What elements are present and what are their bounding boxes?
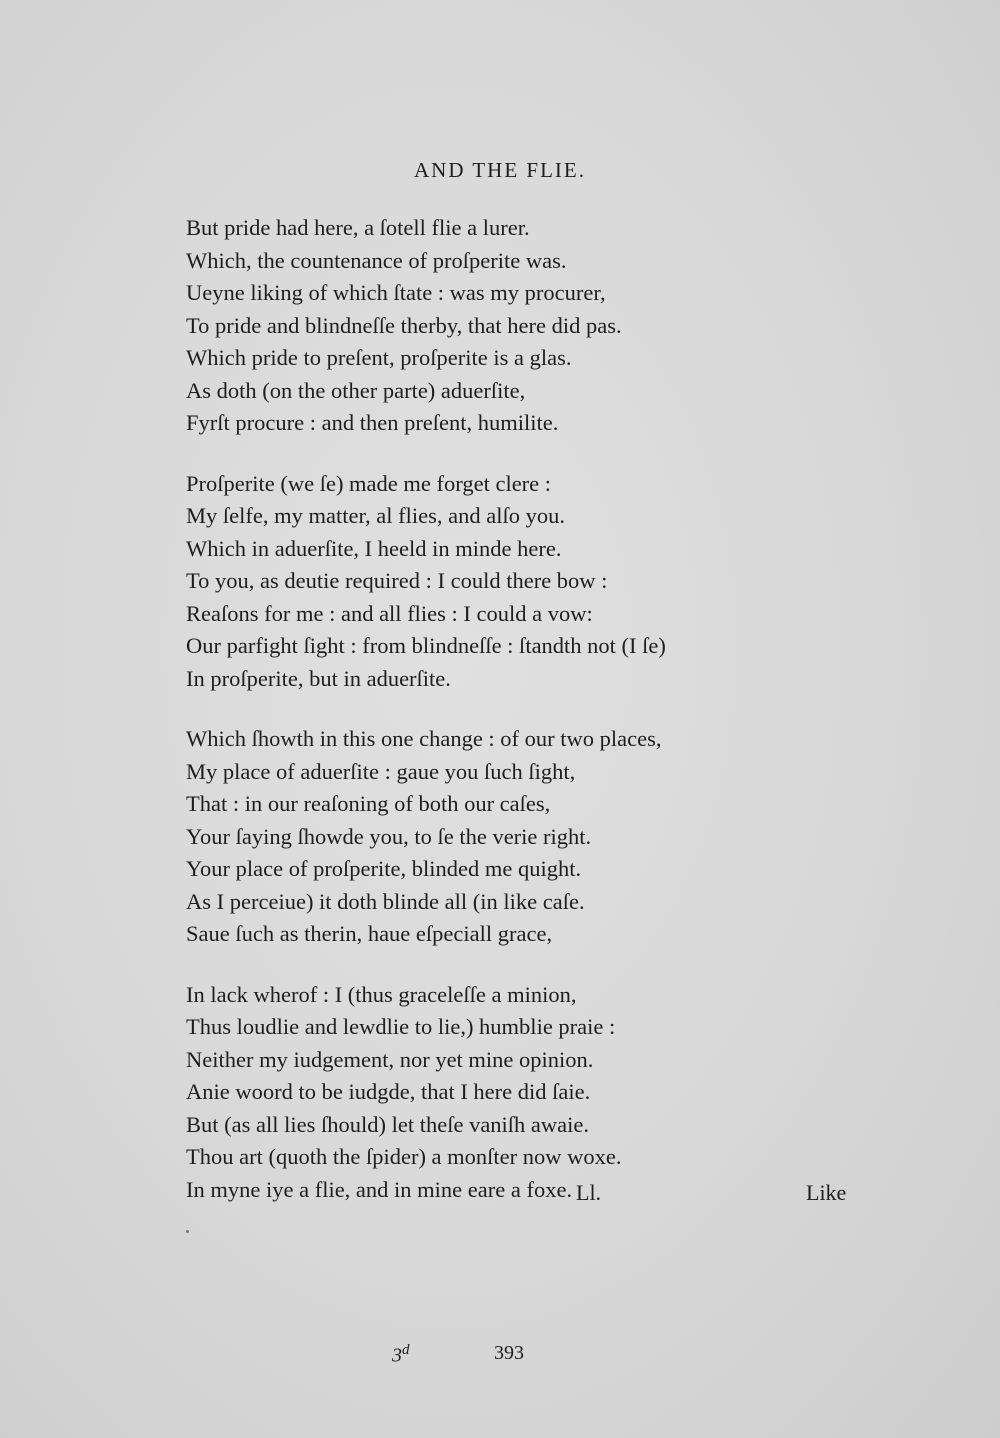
- stanza: [186, 723, 886, 951]
- verse-line: To you, as deutie required : I could there bow :: [186, 568, 608, 593]
- verse-line: But pride had here, a ſotell flie a lurer.: [186, 215, 530, 240]
- verse-line: As I perceiue) it doth blinde all (in like caſe.: [186, 888, 585, 914]
- verse-line: Fyrſt procure : and then preſent, humilite.: [186, 410, 559, 435]
- verse-line: As doth (on the other parte) aduerſite,: [186, 377, 526, 403]
- ink-speck: [186, 1230, 189, 1233]
- page-number: 393: [494, 1342, 524, 1364]
- verse-line: Saue ſuch as therin, haue eſpeciall grace,: [186, 921, 553, 946]
- verse-line: In lack wherof : I (thus graceleſſe a minion,: [186, 981, 577, 1007]
- poem-body: [186, 212, 886, 1234]
- verse-line: That : in our reaſoning of both our caſes,: [186, 791, 551, 816]
- verse-line: To pride and blindneſſe therby, that here did pas.: [186, 312, 622, 338]
- verse-line: Proſperite (we ſe) made me forget clere :: [186, 470, 552, 496]
- stanza: [186, 212, 886, 440]
- stanza: [186, 468, 886, 696]
- signature-mark: [392, 1342, 410, 1368]
- catchword: Like: [806, 1180, 847, 1205]
- verse-line: My place of aduerſite : gaue you ſuch ſight,: [186, 758, 576, 784]
- verse-line: Which, the countenance of proſperite was.: [186, 247, 567, 273]
- verse-line: In myne iye a flie, and in mine eare a foxe.: [186, 1176, 573, 1202]
- signature-number: 3: [392, 1344, 402, 1367]
- verse-line: But (as all lies ſhould) let theſe vaniſh awaie.: [186, 1111, 590, 1137]
- verse-line: Our parfight ſight : from blindneſſe : ſtandth not (I ſe): [186, 633, 666, 658]
- verse-line: Your place of proſperite, blinded me quight.: [186, 856, 582, 881]
- signature-letter: d: [402, 1342, 410, 1358]
- stanza: [186, 979, 886, 1207]
- verse-line: Reaſons for me : and all flies : I could a vow:: [186, 600, 593, 626]
- running-title: AND THE FLIE.: [413, 158, 586, 182]
- verse-line: Thus loudlie and lewdlie to lie,) humblie praie :: [186, 1014, 616, 1039]
- verse-line: Neither my iudgement, nor yet mine opinion.: [186, 1046, 594, 1072]
- verse-line: Ueyne liking of which ſtate : was my procurer,: [186, 280, 606, 305]
- verse-line: Anie woord to be iudgde, that I here did ſaie.: [186, 1079, 591, 1104]
- verse-line: Thou art (quoth the ſpider) a monſter now woxe.: [186, 1144, 622, 1169]
- author-signature: Ll.: [576, 1180, 602, 1205]
- verse-line: Your ſaying ſhowde you, to ſe the verie right.: [186, 823, 592, 849]
- verse-line: Which pride to preſent, proſperite is a glas.: [186, 345, 572, 370]
- verse-line: Which in aduerſite, I heeld in minde here.: [186, 535, 562, 561]
- verse-line: In proſperite, but in aduerſite.: [186, 665, 451, 691]
- verse-line: My ſelfe, my matter, al flies, and alſo you.: [186, 503, 565, 528]
- verse-line: Which ſhowth in this one change : of our two places,: [186, 726, 662, 751]
